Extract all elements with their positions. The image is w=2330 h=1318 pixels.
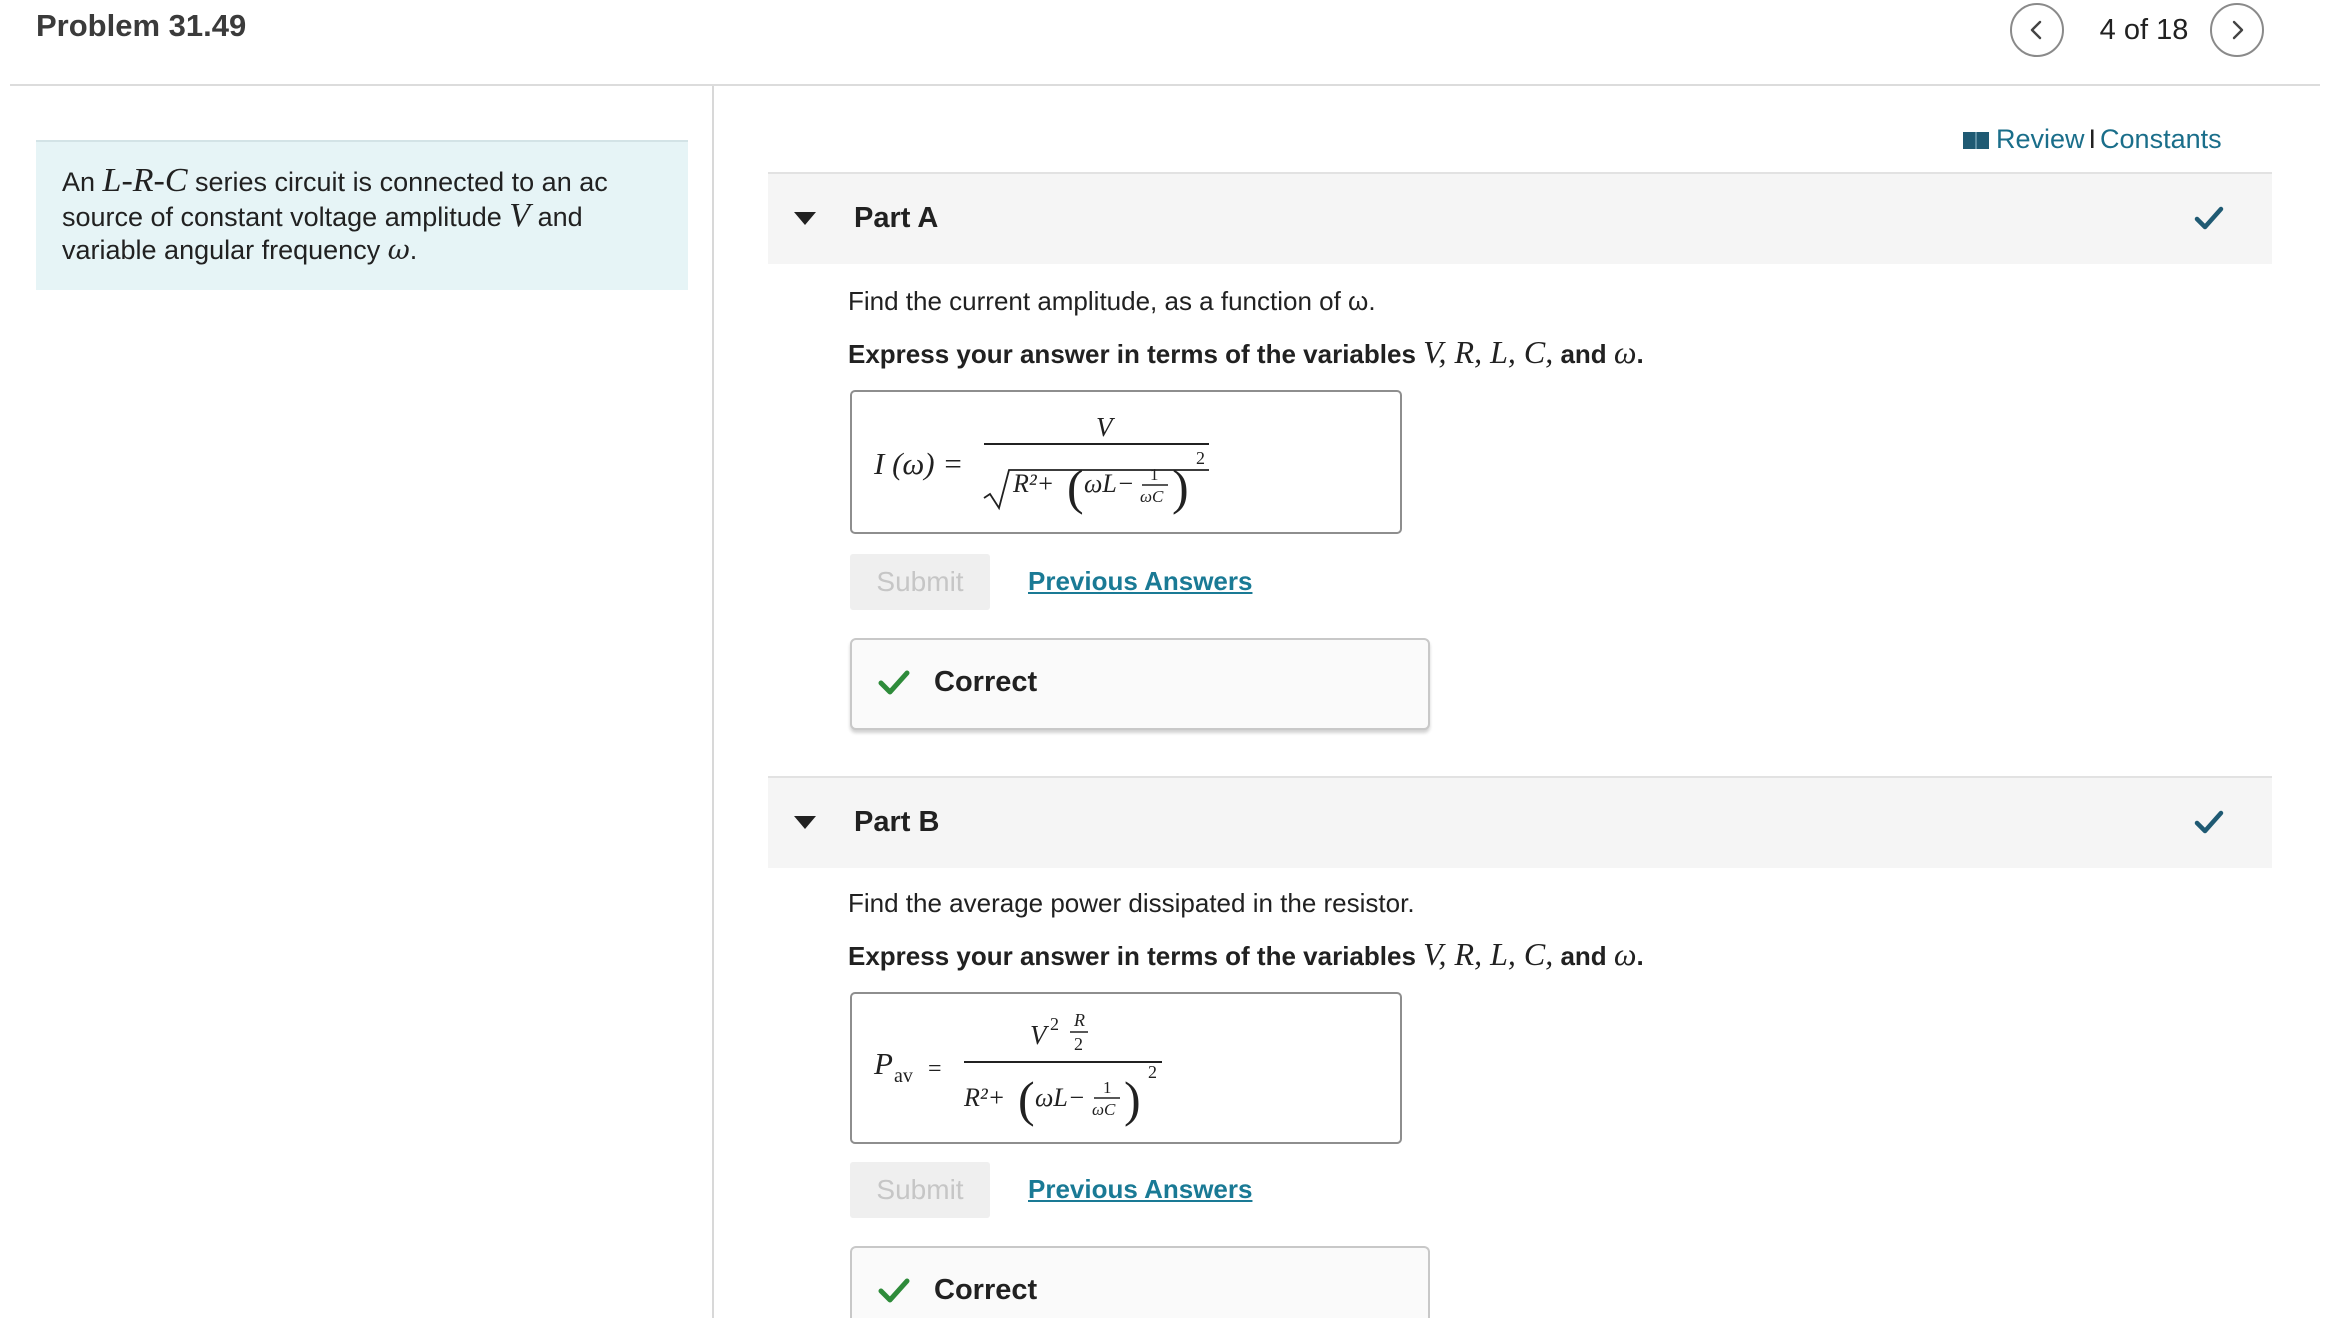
part-a-submit-button[interactable]: Submit: [850, 554, 990, 610]
formula-num-v: V: [1030, 1020, 1047, 1050]
collapse-caret-icon: [794, 212, 816, 225]
part-b-header[interactable]: [768, 776, 2272, 868]
intro-text: variable angular frequency: [62, 235, 388, 265]
part-b-question: Find the average power dissipated in the resistor.: [848, 888, 1415, 918]
instruction-text: Express your answer in terms of the variables: [848, 339, 1424, 369]
constants-link[interactable]: Constants: [2100, 124, 2222, 154]
chevron-right-icon: [2226, 19, 2248, 41]
next-problem-button[interactable]: [2210, 3, 2264, 57]
part-b-answer-box[interactable]: [850, 992, 1402, 1144]
checkmark-icon: [2194, 808, 2224, 836]
intro-text: series circuit is connected to an ac: [187, 167, 608, 197]
formula-frac-numerator: 1: [1103, 1078, 1112, 1097]
formula-exponent: 2: [1196, 448, 1205, 468]
formula-paren-close: ): [1124, 1071, 1141, 1127]
part-a-header[interactable]: [768, 172, 2272, 264]
part-a-formula: [852, 392, 1404, 536]
formula-paren-close: ): [1172, 459, 1189, 515]
header: [0, 0, 2330, 86]
part-b-previous-answers-link[interactable]: Previous Answers: [1028, 1174, 1253, 1204]
chevron-left-icon: [2026, 19, 2048, 41]
problem-intro: [36, 140, 688, 290]
intro-text: source of constant voltage amplitude: [62, 202, 510, 232]
intro-text: and: [530, 202, 583, 232]
instruction-text: .: [1636, 941, 1644, 971]
link-separator: I: [2088, 124, 2097, 154]
instruction-text: and: [1553, 339, 1614, 369]
formula-paren-open: (: [1018, 1071, 1035, 1127]
problem-title: Problem 31.49: [36, 8, 247, 43]
checkmark-icon: [2194, 204, 2224, 232]
instruction-variables: V, R, L, C,: [1423, 334, 1554, 370]
formula-frac-denominator: ωC: [1140, 487, 1164, 506]
formula-omega-l: ωL−: [1084, 469, 1135, 498]
instruction-text: and: [1553, 941, 1614, 971]
formula-frac-denominator: ωC: [1092, 1100, 1116, 1119]
part-a-feedback: [850, 638, 1430, 730]
correct-check-icon: [878, 669, 910, 697]
previous-problem-button[interactable]: [2010, 3, 2064, 57]
formula-numerator: V: [1096, 412, 1113, 442]
part-a-label: Part A: [854, 202, 939, 234]
page-indicator: 4 of 18: [2099, 14, 2189, 46]
formula-r-squared: R²+: [964, 1083, 1006, 1112]
instruction-text: .: [1636, 339, 1644, 369]
part-b-submit-button[interactable]: Submit: [850, 1162, 990, 1218]
part-b-instruction: [848, 936, 1644, 973]
review-link[interactable]: Review: [1996, 124, 2085, 154]
intro-text: An: [62, 167, 103, 197]
part-b-label: Part B: [854, 806, 940, 838]
part-a-previous-answers-link[interactable]: Previous Answers: [1028, 566, 1253, 596]
part-a-question: Find the current amplitude, as a function of ω.: [848, 286, 1376, 316]
formula-lhs-equals: =: [928, 1056, 942, 1082]
part-a-answer-box[interactable]: [850, 390, 1402, 534]
formula-lhs-subscript: av: [894, 1065, 913, 1087]
formula-omega-l: ωL−: [1035, 1083, 1086, 1112]
instruction-variable-omega: ω: [1613, 936, 1637, 972]
formula-num-exponent: 2: [1050, 1014, 1059, 1034]
review-constants-links: [1962, 124, 2222, 155]
formula-num-frac-denominator: 2: [1074, 1034, 1083, 1054]
voltage-symbol: V: [509, 197, 531, 234]
part-b-formula: [852, 994, 1404, 1146]
instruction-variable-omega: ω: [1613, 334, 1637, 370]
collapse-caret-icon: [794, 816, 816, 829]
formula-exponent: 2: [1148, 1062, 1157, 1082]
feedback-status: Correct: [934, 666, 1038, 698]
formula-lhs: I (ω) =: [874, 446, 964, 481]
part-a-instruction: [848, 334, 1644, 371]
header-divider: [10, 84, 2320, 86]
column-divider: [712, 86, 714, 1318]
correct-check-icon: [878, 1277, 910, 1305]
circuit-symbol: L-R-C: [102, 162, 188, 199]
part-b-feedback: [850, 1246, 1430, 1318]
book-icon: [1962, 130, 1990, 150]
feedback-status: Correct: [934, 1274, 1038, 1306]
formula-frac-numerator: 1: [1150, 465, 1159, 484]
omega-symbol: ω: [387, 235, 410, 266]
formula-paren-open: (: [1067, 459, 1084, 515]
formula-lhs-p: P: [874, 1046, 893, 1081]
formula-r-squared: R²+: [1013, 469, 1055, 498]
intro-text: .: [409, 235, 418, 265]
instruction-variables: V, R, L, C,: [1423, 936, 1554, 972]
instruction-text: Express your answer in terms of the variables: [848, 941, 1424, 971]
formula-num-frac-numerator: R: [1074, 1010, 1085, 1030]
